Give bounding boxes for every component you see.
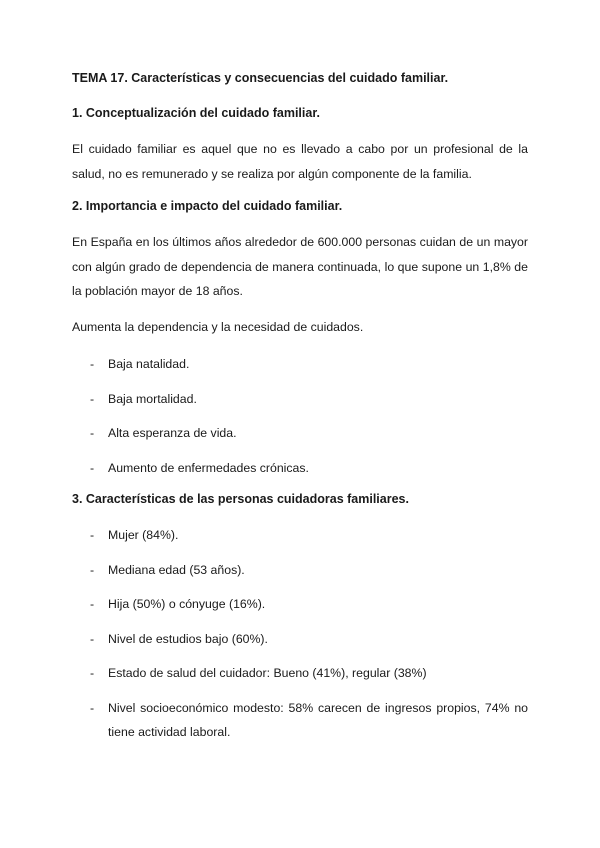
list-item bbox=[72, 696, 528, 745]
list-item bbox=[72, 456, 528, 481]
dash-bullet: - bbox=[90, 631, 95, 646]
section-heading-1: 1. Conceptualización del cuidado familiar. bbox=[72, 106, 320, 120]
list-item bbox=[72, 592, 528, 617]
dash-bullet: - bbox=[90, 562, 95, 577]
dash-bullet: - bbox=[90, 391, 95, 406]
document-title: TEMA 17. Características y consecuencias del cuidado familiar. bbox=[72, 71, 449, 85]
dash-bullet: - bbox=[90, 700, 95, 715]
list-item bbox=[72, 523, 528, 548]
caregiver-traits-list bbox=[72, 523, 528, 745]
factors-list bbox=[72, 352, 528, 480]
dash-bullet: - bbox=[90, 597, 95, 611]
list-item bbox=[72, 558, 528, 583]
list-item-text: Nivel socioeconómico modesto: 58% carecen de ingresos propios, 74% no tiene actividad laboral. bbox=[108, 700, 528, 739]
list-item bbox=[72, 352, 528, 377]
dash-bullet: - bbox=[90, 357, 95, 371]
document-body bbox=[72, 69, 528, 755]
section-paragraph-2b: Aumenta la dependencia y la necesidad de cuidados. bbox=[72, 319, 364, 334]
list-item-text: Alta esperanza de vida. bbox=[108, 426, 237, 440]
list-item-text: Hija (50%) o cónyuge (16%). bbox=[108, 597, 266, 611]
dash-bullet: - bbox=[90, 426, 95, 440]
section-paragraph-2: En España en los últimos años alrededor de 600.000 personas cuidan de un mayor con algún grado de dependencia de manera continuada, lo que supone un 1,8% de la población mayor de 18 años. bbox=[72, 235, 528, 298]
list-item bbox=[72, 627, 528, 652]
section-heading-3: 3. Características de las personas cuidadoras familiares. bbox=[72, 492, 409, 506]
list-item bbox=[72, 421, 528, 446]
list-item-text: Mujer (84%). bbox=[108, 528, 179, 542]
list-item-text: Baja natalidad. bbox=[108, 357, 190, 371]
list-item bbox=[72, 387, 528, 412]
dash-bullet: - bbox=[90, 666, 95, 680]
list-item bbox=[72, 661, 528, 686]
list-item-text: Aumento de enfermedades crónicas. bbox=[108, 460, 309, 475]
dash-bullet: - bbox=[90, 460, 95, 475]
list-item-text: Estado de salud del cuidador: Bueno (41%), regular (38%) bbox=[108, 666, 427, 680]
list-item-text: Nivel de estudios bajo (60%). bbox=[108, 631, 268, 646]
section-paragraph-1: El cuidado familiar es aquel que no es llevado a cabo por un profesional de la salud, no es remunerado y se realiza por algún componente de la familia. bbox=[72, 142, 528, 181]
dash-bullet: - bbox=[90, 528, 95, 542]
list-item-text: Baja mortalidad. bbox=[108, 391, 197, 406]
section-heading-2: 2. Importancia e impacto del cuidado familiar. bbox=[72, 199, 343, 213]
list-item-text: Mediana edad (53 años). bbox=[108, 562, 245, 577]
